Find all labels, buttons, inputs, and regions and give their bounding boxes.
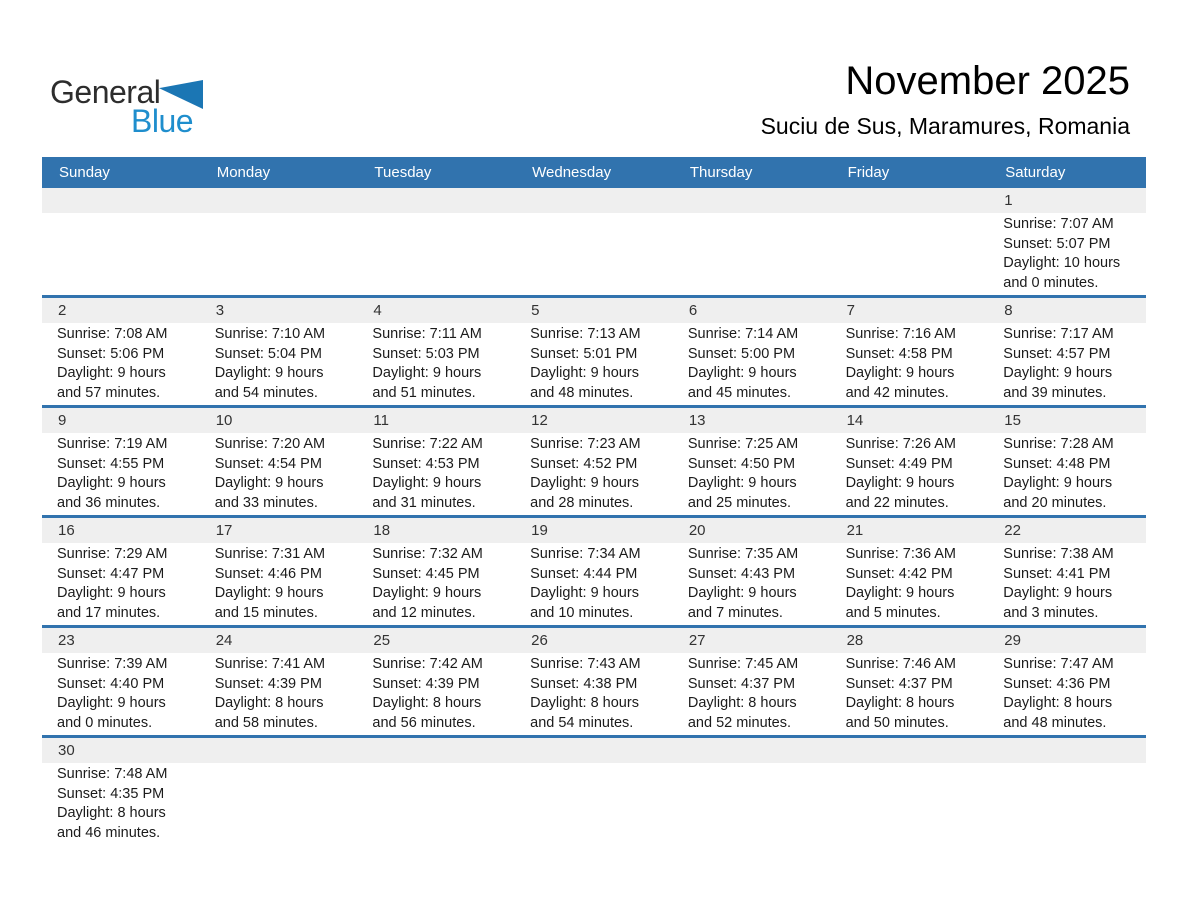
day-info-line: Daylight: 9 hours [57, 475, 166, 492]
day-info-line: Sunrise: 7:41 AM [214, 656, 326, 672]
empty-day-cell [42, 213, 200, 295]
day-cell-5 [515, 323, 673, 405]
day-info-line: Sunrise: 7:47 AM [1003, 656, 1114, 672]
page-title: November 2025 [845, 59, 1130, 103]
day-cell-3 [200, 323, 358, 405]
day-info-line: Sunset: 4:53 PM [372, 455, 480, 472]
day-info-line: Sunset: 4:35 PM [57, 785, 165, 802]
day-info-line: and 22 minutes. [845, 495, 949, 512]
day-number-3: 3 [215, 302, 225, 319]
day-cell-24 [200, 653, 358, 735]
day-info-line: Sunset: 4:38 PM [530, 675, 638, 692]
week-content [42, 763, 1146, 845]
day-cell-30 [42, 763, 200, 845]
day-info-line: and 5 minutes. [845, 605, 941, 622]
day-info-line: Sunset: 4:39 PM [372, 675, 480, 692]
logo-text-general: General [50, 74, 161, 110]
day-info-line: Daylight: 9 hours [845, 475, 955, 492]
day-info-line: Sunset: 4:37 PM [687, 675, 796, 692]
day-info-line: and 10 minutes. [530, 605, 634, 622]
day-number-29: 29 [1004, 632, 1021, 649]
day-info-line: Sunset: 4:46 PM [214, 565, 322, 582]
weekday-label-thursday: Thursday [689, 164, 753, 181]
logo-text-blue: Blue [131, 103, 194, 139]
day-info-line: Sunset: 4:48 PM [1003, 455, 1111, 472]
day-info-line: Daylight: 9 hours [372, 365, 482, 382]
day-cell-15 [988, 433, 1146, 515]
empty-day-cell [673, 763, 831, 845]
day-number-4: 4 [373, 302, 382, 319]
day-info-line: Sunset: 5:03 PM [372, 345, 480, 362]
day-info-line: and 0 minutes. [1003, 275, 1099, 292]
calendar-grid [42, 157, 1146, 845]
day-info-line: Sunset: 4:54 PM [214, 455, 322, 472]
day-info-line: Sunset: 4:50 PM [687, 455, 796, 472]
day-info-line: Sunrise: 7:08 AM [57, 326, 168, 342]
day-info-line: Daylight: 9 hours [57, 585, 166, 602]
day-number-10: 10 [215, 412, 233, 429]
day-info-line: Sunrise: 7:42 AM [372, 656, 483, 672]
day-info-line: and 12 minutes. [372, 605, 476, 622]
day-info-line: Daylight: 9 hours [372, 475, 482, 492]
day-info-line: Sunset: 4:47 PM [57, 565, 165, 582]
day-info-line: and 54 minutes. [214, 385, 318, 402]
day-number-13: 13 [688, 412, 706, 429]
day-cell-27 [673, 653, 831, 735]
day-info-line: Daylight: 9 hours [687, 475, 797, 492]
day-cell-11 [357, 433, 515, 515]
day-info-line: Daylight: 8 hours [845, 695, 955, 712]
day-info-line: and 17 minutes. [57, 605, 161, 622]
day-info-line: Daylight: 9 hours [530, 475, 639, 492]
day-info-line: Daylight: 9 hours [214, 585, 324, 602]
day-info-line: Sunrise: 7:29 AM [57, 546, 168, 562]
day-info-line: Sunset: 4:44 PM [530, 565, 638, 582]
day-number-30: 30 [58, 742, 75, 759]
day-info-line: Daylight: 9 hours [687, 585, 797, 602]
day-info-line: and 20 minutes. [1003, 495, 1107, 512]
day-number-band [42, 738, 1146, 763]
day-cell-29 [988, 653, 1146, 735]
day-number-11: 11 [373, 412, 389, 429]
day-info-line: Daylight: 9 hours [214, 365, 324, 382]
day-info-line: Sunset: 5:06 PM [57, 345, 165, 362]
day-info-line: Sunset: 5:04 PM [214, 345, 322, 362]
weekday-label-wednesday: Wednesday [532, 164, 612, 181]
day-info-line: and 33 minutes. [214, 495, 318, 512]
day-info-line: Daylight: 9 hours [1003, 475, 1113, 492]
day-info-line: and 3 minutes. [1003, 605, 1099, 622]
weekday-label-monday: Monday [216, 164, 271, 181]
empty-day-cell [357, 763, 515, 845]
day-info-line: Sunrise: 7:32 AM [372, 546, 483, 562]
day-info-line: Sunrise: 7:43 AM [530, 656, 641, 672]
day-info-line: Daylight: 9 hours [530, 365, 639, 382]
day-info-line: Sunrise: 7:35 AM [687, 546, 799, 562]
day-number-8: 8 [1004, 302, 1013, 319]
title-block [761, 58, 1130, 141]
week-content [42, 213, 1146, 295]
day-cell-13 [673, 433, 831, 515]
empty-day-cell [988, 763, 1146, 845]
day-info-line: Sunrise: 7:11 AM [372, 326, 482, 342]
day-info-line: Daylight: 8 hours [530, 695, 639, 712]
day-cell-9 [42, 433, 200, 515]
day-info-line: Sunrise: 7:45 AM [687, 656, 799, 672]
day-info-line: Sunset: 4:55 PM [57, 455, 165, 472]
day-info-line: Sunset: 4:36 PM [1003, 675, 1111, 692]
day-info-line: Sunrise: 7:46 AM [845, 656, 956, 672]
weekday-header-row [42, 157, 1146, 188]
day-cell-17 [200, 543, 358, 625]
day-info-line: and 45 minutes. [687, 385, 792, 402]
empty-day-cell [831, 213, 989, 295]
day-info-line: Sunrise: 7:13 AM [530, 326, 641, 342]
day-number-26: 26 [531, 632, 548, 649]
day-cell-21 [831, 543, 989, 625]
day-number-25: 25 [373, 632, 391, 649]
empty-day-cell [673, 213, 831, 295]
day-info-line: and 57 minutes. [57, 385, 161, 402]
day-cell-12 [515, 433, 673, 515]
day-info-line: Sunrise: 7:25 AM [687, 436, 799, 452]
week-content [42, 653, 1146, 735]
day-number-22: 22 [1004, 522, 1021, 539]
day-info-line: Sunset: 4:41 PM [1003, 565, 1111, 582]
day-info-line: Sunrise: 7:26 AM [845, 436, 956, 452]
day-cell-22 [988, 543, 1146, 625]
day-info-line: Sunrise: 7:34 AM [530, 546, 641, 562]
day-number-24: 24 [215, 632, 233, 649]
day-info-line: and 15 minutes. [214, 605, 318, 622]
day-number-17: 17 [215, 522, 233, 539]
day-info-line: Daylight: 9 hours [1003, 585, 1113, 602]
day-info-line: and 50 minutes. [845, 715, 949, 732]
week-content [42, 323, 1146, 405]
week-row-6 [42, 735, 1146, 845]
day-number-6: 6 [688, 302, 698, 319]
day-info-line: Sunrise: 7:23 AM [530, 436, 641, 452]
day-info-line: and 54 minutes. [530, 715, 634, 732]
weekday-label-friday: Friday [847, 164, 890, 181]
week-row-5 [42, 625, 1146, 735]
day-cell-20 [673, 543, 831, 625]
day-number-12: 12 [531, 412, 548, 429]
day-info-line: Daylight: 9 hours [1003, 365, 1113, 382]
day-info-line: Sunset: 4:57 PM [1003, 345, 1111, 362]
day-info-line: Sunset: 4:43 PM [687, 565, 796, 582]
day-cell-14 [831, 433, 989, 515]
day-info-line: Sunrise: 7:22 AM [372, 436, 483, 452]
day-info-line: and 42 minutes. [845, 385, 949, 402]
day-number-band [42, 188, 1146, 213]
day-info-line: Sunset: 4:49 PM [845, 455, 953, 472]
day-info-line: Sunrise: 7:10 AM [214, 326, 326, 342]
day-info-line: Sunset: 5:00 PM [687, 345, 796, 362]
day-info-line: Sunset: 5:01 PM [530, 345, 638, 362]
day-info-line: Sunrise: 7:16 AM [845, 326, 956, 342]
day-cell-1 [988, 213, 1146, 295]
day-info-line: Sunset: 4:42 PM [845, 565, 953, 582]
weekday-label-sunday: Sunday [59, 164, 110, 181]
weekday-label-saturday: Saturday [1005, 164, 1066, 181]
day-cell-18 [357, 543, 515, 625]
day-info-line: Daylight: 9 hours [845, 365, 955, 382]
day-info-line: Daylight: 9 hours [57, 695, 166, 712]
day-info-line: and 56 minutes. [372, 715, 476, 732]
day-info-line: Sunrise: 7:28 AM [1003, 436, 1114, 452]
day-info-line: Daylight: 8 hours [57, 805, 166, 822]
day-info-line: and 31 minutes. [372, 495, 476, 512]
day-info-line: Sunset: 4:37 PM [845, 675, 953, 692]
day-cell-26 [515, 653, 673, 735]
day-info-line: and 51 minutes. [372, 385, 476, 402]
day-info-line: and 28 minutes. [530, 495, 634, 512]
day-cell-8 [988, 323, 1146, 405]
empty-day-cell [831, 763, 989, 845]
day-info-line: Sunrise: 7:48 AM [57, 766, 168, 782]
day-info-line: and 48 minutes. [530, 385, 634, 402]
day-cell-25 [357, 653, 515, 735]
day-number-28: 28 [846, 632, 864, 649]
day-cell-10 [200, 433, 358, 515]
day-info-line: and 39 minutes. [1003, 385, 1107, 402]
day-info-line: Sunrise: 7:14 AM [687, 326, 799, 342]
day-info-line: Sunset: 4:45 PM [372, 565, 480, 582]
day-info-line: Daylight: 8 hours [1003, 695, 1113, 712]
day-number-band [42, 298, 1146, 323]
day-info-line: Daylight: 9 hours [687, 365, 797, 382]
day-number-14: 14 [846, 412, 864, 429]
day-info-line: Daylight: 8 hours [372, 695, 482, 712]
week-row-2 [42, 295, 1146, 405]
page-subtitle: Suciu de Sus, Maramures, Romania [760, 113, 1130, 139]
empty-day-cell [515, 763, 673, 845]
day-info-line: Daylight: 9 hours [530, 585, 639, 602]
day-number-band [42, 518, 1146, 543]
day-number-7: 7 [846, 302, 855, 319]
day-info-line: and 36 minutes. [57, 495, 161, 512]
day-cell-16 [42, 543, 200, 625]
week-row-4 [42, 515, 1146, 625]
day-number-20: 20 [688, 522, 706, 539]
day-info-line: Sunrise: 7:20 AM [214, 436, 326, 452]
day-info-line: Sunset: 4:52 PM [530, 455, 638, 472]
day-number-1: 1 [1004, 192, 1013, 209]
week-content [42, 433, 1146, 515]
week-row-3 [42, 405, 1146, 515]
day-info-line: and 48 minutes. [1003, 715, 1107, 732]
day-info-line: Sunset: 4:39 PM [214, 675, 322, 692]
day-info-line: and 46 minutes. [57, 825, 161, 842]
day-info-line: and 0 minutes. [57, 715, 153, 732]
empty-day-cell [357, 213, 515, 295]
day-info-line: Sunrise: 7:07 AM [1003, 216, 1114, 232]
day-number-18: 18 [373, 522, 391, 539]
day-cell-7 [831, 323, 989, 405]
day-number-2: 2 [58, 302, 67, 319]
day-info-line: Sunrise: 7:17 AM [1003, 326, 1114, 342]
day-number-5: 5 [531, 302, 540, 319]
day-number-15: 15 [1004, 412, 1021, 429]
week-content [42, 543, 1146, 625]
day-info-line: Daylight: 9 hours [845, 585, 955, 602]
day-info-line: Daylight: 9 hours [57, 365, 166, 382]
weekday-label-tuesday: Tuesday [374, 164, 432, 181]
day-info-line: Daylight: 10 hours [1003, 255, 1121, 272]
day-cell-2 [42, 323, 200, 405]
day-info-line: Sunrise: 7:36 AM [845, 546, 956, 562]
day-info-line: Daylight: 9 hours [372, 585, 482, 602]
day-info-line: Sunset: 4:40 PM [57, 675, 165, 692]
day-number-27: 27 [688, 632, 706, 649]
day-number-21: 21 [846, 522, 864, 539]
week-row-1 [42, 188, 1146, 295]
day-info-line: Sunset: 5:07 PM [1003, 235, 1111, 252]
day-info-line: and 52 minutes. [687, 715, 792, 732]
calendar-weeks [42, 188, 1146, 845]
empty-day-cell [200, 213, 358, 295]
day-number-23: 23 [58, 632, 75, 649]
day-info-line: Sunrise: 7:31 AM [214, 546, 326, 562]
day-info-line: and 7 minutes. [687, 605, 783, 622]
empty-day-cell [515, 213, 673, 295]
day-number-band [42, 408, 1146, 433]
day-cell-4 [357, 323, 515, 405]
general-blue-logo [50, 74, 270, 146]
day-cell-23 [42, 653, 200, 735]
day-info-line: Sunrise: 7:19 AM [57, 436, 168, 452]
day-info-line: Sunrise: 7:39 AM [57, 656, 168, 672]
day-cell-28 [831, 653, 989, 735]
day-info-line: Sunrise: 7:38 AM [1003, 546, 1114, 562]
day-info-line: Daylight: 8 hours [214, 695, 324, 712]
day-cell-19 [515, 543, 673, 625]
day-info-line: and 25 minutes. [687, 495, 792, 512]
empty-day-cell [200, 763, 358, 845]
day-number-band [42, 628, 1146, 653]
day-number-9: 9 [58, 412, 67, 429]
day-info-line: Daylight: 8 hours [687, 695, 797, 712]
day-info-line: and 58 minutes. [214, 715, 318, 732]
day-number-19: 19 [531, 522, 548, 539]
day-info-line: Sunset: 4:58 PM [845, 345, 953, 362]
day-number-16: 16 [58, 522, 75, 539]
day-info-line: Daylight: 9 hours [214, 475, 324, 492]
day-cell-6 [673, 323, 831, 405]
